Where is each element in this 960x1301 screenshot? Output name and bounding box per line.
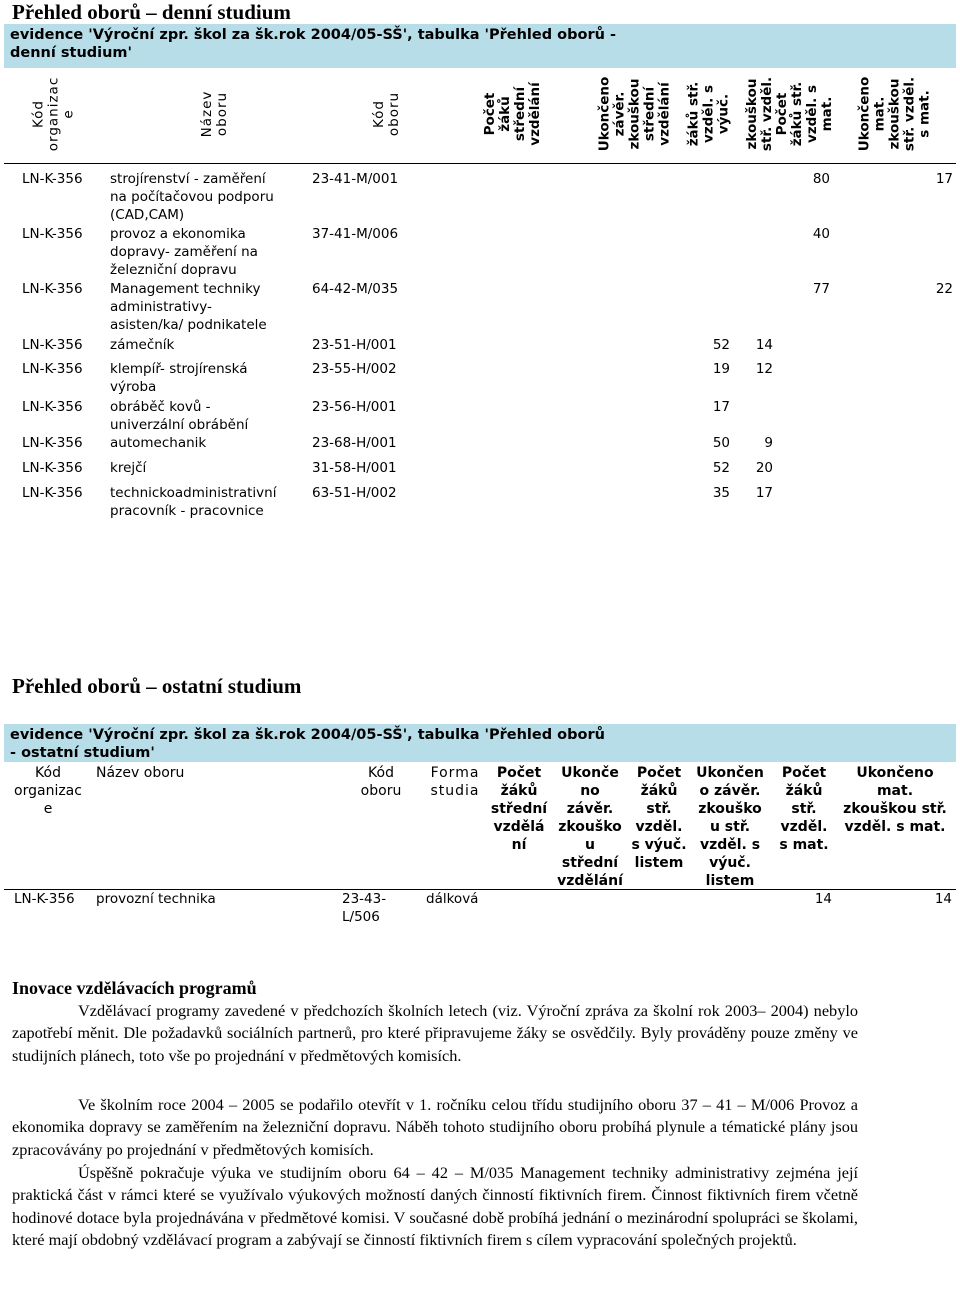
row-students-maturita: 40: [812, 226, 830, 242]
header2-students-apprentice: Počet žáků stř. vzděl. s výuč. listem: [631, 765, 687, 871]
row2-field-name: provozní technika: [96, 891, 216, 907]
row-students-apprentice: 52: [712, 460, 730, 476]
row-students-apprentice: 35: [712, 485, 730, 501]
row-field-name: klempíř- strojírenská výroba: [110, 361, 248, 395]
header2-completed-maturita: Ukončeno mat. zkouškou stř. vzděl. s mat.: [843, 765, 947, 835]
row-field-name: obráběč kovů - univerzální obrábění: [110, 399, 249, 433]
row-field-name: krejčí: [110, 460, 147, 476]
header-divider: [4, 163, 956, 164]
row-students-maturita: 77: [812, 281, 830, 297]
row-org-code: LN-K-356: [22, 435, 83, 451]
paragraph-3: Úspěšně pokračuje výuka ve studijním oboru 64 – 42 – M/035 Management techniky administrativy zejména její praktická část v rámci které se využívalo výukových možností daných činností fiktivních firem. Činnost fiktivních firem včetně hodinové dotace byla projednávána v předmětové komisi. V současné době probíhá jednání o mezinárodní spolupráci se školami, které mají obdobný vzdělávací program a zabývají se činností fiktivních firem s cílem vypracování společných projektů.: [12, 1163, 858, 1250]
section-title-innovation: Inovace vzdělávacích programů: [12, 978, 257, 998]
paragraph-1: Vzdělávací programy zavedené v předchozích školních letech (viz. Výroční zpráva za školní rok 2003– 2004) nebylo zapotřebí měnit. Dle požadavků sociálních partnerů, pro které připravujeme žáky se osvědčily. Byly prováděny pouze změny ve studijních plánech, toto vše po projednání v předmětových komisích.: [12, 1001, 858, 1065]
header2-field-name: Název oboru: [96, 765, 185, 781]
header2-completed-secondary: Ukonče no závěr. zkouško u střední vzdělání: [557, 765, 623, 889]
row-completed-apprentice: 17: [755, 485, 773, 501]
caption-text: evidence 'Výroční zpr. škol za šk.rok 2004/05-SŠ', tabulka 'Přehled oborů - ostatní studium': [10, 727, 605, 761]
section-title-other-study: Přehled oborů – ostatní studium: [12, 674, 302, 698]
row-org-code: LN-K-356: [22, 399, 83, 415]
row-completed-maturita: 22: [935, 281, 953, 297]
row-org-code: LN-K-356: [22, 361, 83, 377]
row-field-code: 31-58-H/001: [312, 460, 397, 476]
row-completed-maturita: 17: [935, 171, 953, 187]
section-title-daily-study: Přehled oborů – denní studium: [12, 0, 291, 24]
row-field-name: zámečník: [110, 337, 175, 353]
row-field-code: 23-51-H/001: [312, 337, 397, 353]
row-field-code: 23-41-M/001: [312, 171, 399, 187]
row2-field-code: 23-43- L/506: [342, 891, 387, 925]
header-students-maturita: Počet žáků stř. vzděl. s mat.: [774, 81, 835, 147]
row-students-apprentice: 50: [712, 435, 730, 451]
row-field-name: technickoadministrativní pracovník - pracovnice: [110, 485, 277, 519]
row-org-code: LN-K-356: [22, 281, 83, 297]
row-students-apprentice: 52: [712, 337, 730, 353]
header2-students-maturita: Počet žáků stř. vzděl. s mat.: [779, 765, 829, 853]
table-caption-daily: [4, 24, 956, 68]
header-field-code: Kód oboru: [371, 91, 402, 137]
row-field-name: Management techniky administrativy- asisten/ka/ podnikatele: [110, 281, 267, 333]
header-org-code: Kód organizac e: [30, 76, 77, 152]
row-students-maturita: 80: [812, 171, 830, 187]
row2-completed-maturita: 14: [934, 891, 952, 907]
row-org-code: LN-K-356: [22, 226, 83, 242]
header-completed-maturita: Ukončeno mat. zkouškou stř. vzděl. s mat.: [856, 76, 933, 152]
row-students-apprentice: 17: [712, 399, 730, 415]
header-students-apprentice: žáků stř. vzděl. s výuč.: [685, 81, 732, 147]
row-field-code: 23-68-H/001: [312, 435, 397, 451]
row-completed-apprentice: 9: [764, 435, 773, 451]
row-field-name: strojírenství - zaměření na počítačovou podporu (CAD,CAM): [110, 171, 274, 223]
header2-field-code: Kód oboru: [360, 765, 402, 799]
row-field-code: 23-55-H/002: [312, 361, 397, 377]
row2-study-form: dálková: [426, 891, 479, 907]
row-org-code: LN-K-356: [22, 171, 83, 187]
caption-text: evidence 'Výroční zpr. škol za šk.rok 2004/05-SŠ', tabulka 'Přehled oborů - denní studium': [10, 27, 617, 61]
row-field-code: 63-51-H/002: [312, 485, 397, 501]
header2-students-secondary: Počet žáků střední vzdělá ní: [490, 765, 548, 853]
table-caption-other: [4, 724, 956, 762]
row-field-name: provoz a ekonomika dopravy- zaměření na železniční dopravu: [110, 226, 258, 278]
paragraph-2: Ve školním roce 2004 – 2005 se podařilo otevřít v 1. ročníku celou třídu studijního oboru 37 – 41 – M/006 Provoz a ekonomika dopravy se zaměřením na železniční dopravu. Náběh tohoto studijního oboru probíhá plynule a tématické plány jsou zpracovávány po projednání v předmětových komisích.: [12, 1095, 858, 1159]
header2-study-form: Forma studia: [430, 765, 480, 799]
header-field-name: Název oboru: [199, 90, 230, 138]
row-students-apprentice: 19: [712, 361, 730, 377]
row-completed-apprentice: 20: [755, 460, 773, 476]
row-completed-apprentice: 14: [755, 337, 773, 353]
header2-completed-apprentice: Ukončen o závěr. zkouško u stř. vzděl. s výuč. listem: [696, 765, 764, 889]
row-completed-apprentice: 12: [755, 361, 773, 377]
row-field-code: 23-56-H/001: [312, 399, 397, 415]
row-field-code: 37-41-M/006: [312, 226, 399, 242]
row-field-name: automechanik: [110, 435, 207, 451]
row2-org-code: LN-K-356: [14, 891, 75, 907]
header2-org-code: Kód organizac e: [14, 765, 82, 817]
header-students-secondary: Počet žáků střední vzdělání: [482, 82, 543, 146]
row-org-code: LN-K-356: [22, 460, 83, 476]
header-completed-apprentice: zkouškou stř. vzděl.: [744, 76, 775, 152]
row-field-code: 64-42-M/035: [312, 281, 399, 297]
row-org-code: LN-K-356: [22, 337, 83, 353]
row-org-code: LN-K-356: [22, 485, 83, 501]
row2-students-maturita: 14: [814, 891, 832, 907]
header-completed-secondary: Ukončeno závěr. zkouškou střední vzdělání: [596, 76, 673, 152]
